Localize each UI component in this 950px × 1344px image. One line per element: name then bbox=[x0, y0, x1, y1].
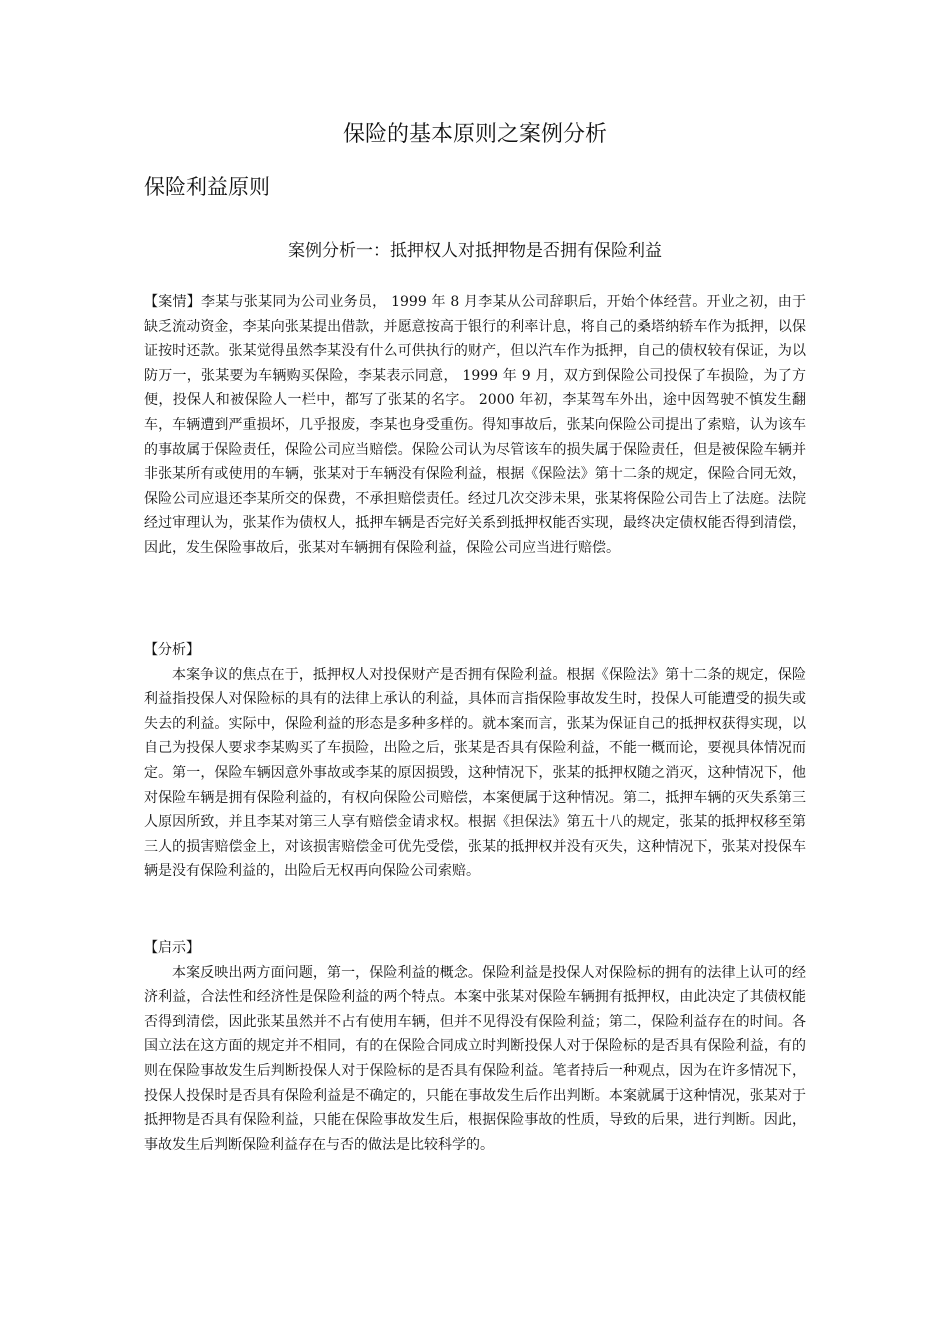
case-facts-paragraph bbox=[144, 290, 806, 561]
analysis-text: 本案争议的焦点在于，抵押权人对投保财产是否拥有保险利益。根据《保险法》第十二条的规定，保险利益指投保人对保险标的具有的法律上承认的利益，具体而言指保险事故发生时，投保人可能遭受的损失或失去的利益。实际中，保险利益的形态是多种多样的。就本案而言，张某为保证自己的抵押权获得实现，以自己为投保人要求李某购买了车损险，出险之后，张某是否具有保险利益，不能一概而论，要视具体情况而定。第一，保险车辆因意外事故或李某的原因损毁，这种情况下，张某的抵押权随之消灭，这种情况下，他对保险车辆是拥有保险利益的，有权向保险公司赔偿，本案便属于这种情况。第二，抵押车辆的灭失系第三人原因所致，并且李某对第三人享有赔偿金请求权。根据《担保法》第五十八的规定，张某的抵押权移至第三人的损害赔偿金上，对该损害赔偿金可优先受偿，张某的抵押权并没有灭失，这种情况下，张某对投保车辆是没有保险利益的，出险后无权再向保险公司索赔。 bbox=[144, 666, 806, 880]
case-facts-label: 【案情】 bbox=[144, 294, 202, 310]
case-facts-text: 李某与张某同为公司业务员， 1999 年 8 月李某从公司辞职后，开始个体经营。开业之初，由于缺乏流动资金，李某向张某提出借款，并愿意按高于银行的利率计息，将自己的桑塔纳轿车作为抵押，以保证按时还款。张某觉得虽然李某没有什么可供执行的财产，但以汽车作为抵押，自己的债权较有保证，为以防万一，张某要为车辆购买保险，李某表示同意， 1999 年 9 月，双方到保险公司投保了车损险，为了方便，投保人和被保险人一栏中，都写了张某的名字。 2000 年初，李某驾车外出，途中因驾驶不慎发生翻车，车辆遭到严重损坏，几乎报废，李某也身受重伤。得知事故后，张某向保险公司提出了索赔，认为该车的事故属于保险责任，保险公司应当赔偿。保险公司认为尽管该车的损失属于保险责任，但是被保险车辆并非张某所有或使用的车辆，张某对于车辆没有保险利益，根据《保险法》第十二条的规定，保险合同无效，保险公司应退还李某所交的保费，不承担赔偿责任。经过几次交涉未果，张某将保险公司告上了法庭。法院经过审理认为，张某作为债权人，抵押车辆是否完好关系到抵押权能否实现，最终决定债权能否得到清偿，因此，发生保险事故后，张某对车辆拥有保险利益，保险公司应当进行赔偿。 bbox=[144, 294, 807, 556]
case-title: 案例分析一：抵押权人对抵押物是否拥有保险利益 bbox=[288, 241, 662, 261]
enlightenment-section bbox=[144, 936, 806, 1157]
document-title: 保险的基本原则之案例分析 bbox=[342, 122, 607, 147]
case-facts-section bbox=[144, 290, 806, 561]
analysis-label: 【分析】 bbox=[144, 642, 200, 658]
enlightenment-label: 【启示】 bbox=[144, 940, 200, 956]
section-heading: 保险利益原则 bbox=[144, 175, 270, 199]
analysis-section bbox=[144, 638, 806, 884]
enlightenment-text: 本案反映出两方面问题，第一，保险利益的概念。保险利益是投保人对保险标的拥有的法律上认可的经济利益，合法性和经济性是保险利益的两个特点。本案中张某对保险车辆拥有抵押权，由此决定了其债权能否得到清偿，因此张某虽然并不占有使用车辆，但并不见得没有保险利益；第二，保险利益存在的时间。各国立法在这方面的规定并不相同，有的在保险合同成立时判断投保人对于保险标的是否具有保险利益，有的则在保险事故发生后判断投保人对于保险标的是否具有保险利益。笔者持后一种观点，因为在许多情况下，投保人投保时是否具有保险利益是不确定的，只能在事故发生后作出判断。本案就属于这种情况，张某对于抵押物是否具有保险利益，只能在保险事故发生后，根据保险事故的性质，导致的后果，进行判断。因此，事故发生后判断保险利益存在与否的做法是比较科学的。 bbox=[144, 964, 806, 1153]
